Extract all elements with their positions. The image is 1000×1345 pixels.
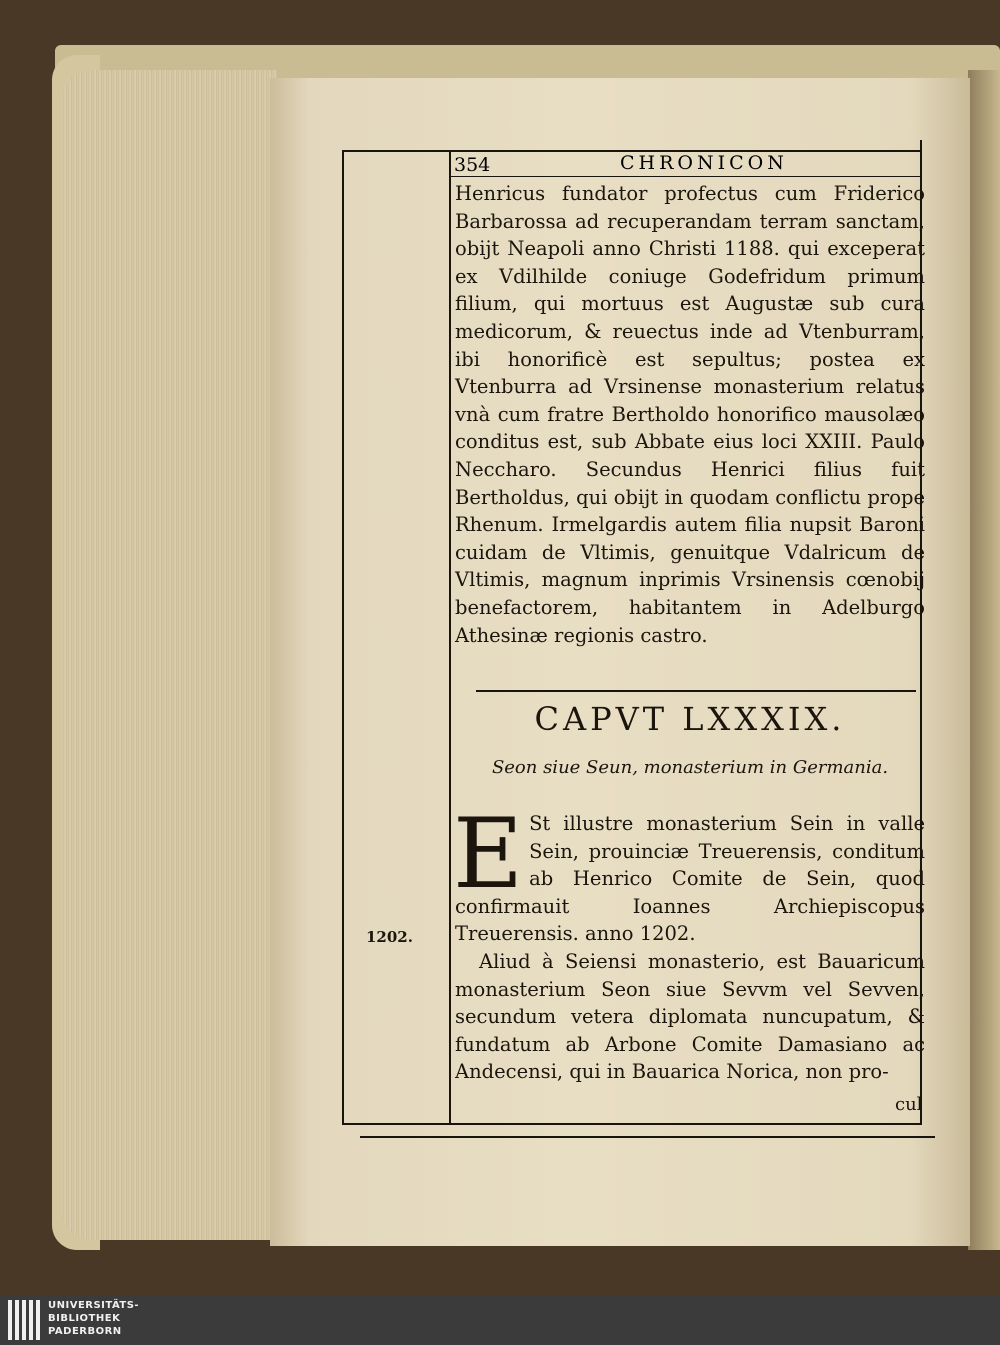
page-number: 354 (454, 154, 491, 176)
header-rule (450, 176, 920, 177)
catchword: cul (895, 1094, 923, 1115)
chapter-title: CAPVT LXXXIX. (534, 700, 846, 738)
logo-line-2: BIBLIOTHEK (48, 1313, 121, 1324)
bottom-frame-rule (342, 1123, 922, 1125)
left-frame-rule (342, 150, 344, 1125)
chapter-rule (476, 690, 916, 692)
text-column-left-rule (449, 150, 451, 1125)
chapter-subtitle: Seon siue Seun, monasterium in Germania. (491, 757, 889, 778)
paragraph-2: St illustre monasterium Sein in valle Sein, prouinciæ Treuerensis, conditum ab Henrico Comite de Sein, quod confirmauit Ioannes Archiepiscopus Treuerensis. anno 1202. (455, 812, 925, 946)
page-header (450, 150, 920, 176)
margin-year-note: 1202. (366, 928, 413, 946)
logo-line-3: PADERBORN (48, 1326, 122, 1337)
drop-cap: E (453, 798, 524, 910)
logo-line-1: UNIVERSITÄTS- (48, 1300, 140, 1311)
library-footer (0, 1295, 1000, 1345)
footer-rule (360, 1136, 935, 1138)
paragraph-1: Henricus fundator profectus cum Friderico Barbarossa ad recuperandam terram sanctam, obijt Neapoli anno Christi 1188. qui exceperat ex Vdilhilde coniuge Godefridum primum filium, qui mortuus est Augustæ sub cura medicorum, & reuectus inde ad Vtenburram, ibi honorificè est sepultus; postea ex Vtenburra ad Vrsinense monasterium relatus vnà cum fratre Bertholdo honorifico mausolæo conditus est, sub Abbate eius loci XXIII. Paulo Neccharo. Secundus Henrici filius fuit Bertholdus, qui obijt in quodam conflictu prope Rhenum. Irmelgardis autem filia nupsit Baroni cuidam de Vltimis, genuitque Vdalricum de Vltimis, magnum inprimis Vrsinensis cœnobij benefactorem, habitantem in Adelburgo Athesinæ regionis castro. (455, 182, 925, 647)
paragraph-3: Aliud à Seiensi monasterio, est Bauaricum monasterium Seon siue Sevvm vel Sevven, secundum vetera diplomata nuncupatum, & fundatum ab Arbone Comite Damasiano ac Andecensi, qui in Bauarica Norica, non pro- (455, 949, 925, 1084)
library-logo-icon (8, 1300, 42, 1340)
facing-page-edge (968, 70, 1000, 1250)
page-edges (62, 70, 277, 1240)
running-head: CHRONICON (620, 152, 788, 174)
chapter-body (453, 798, 925, 1086)
library-logo-text (48, 1299, 139, 1338)
